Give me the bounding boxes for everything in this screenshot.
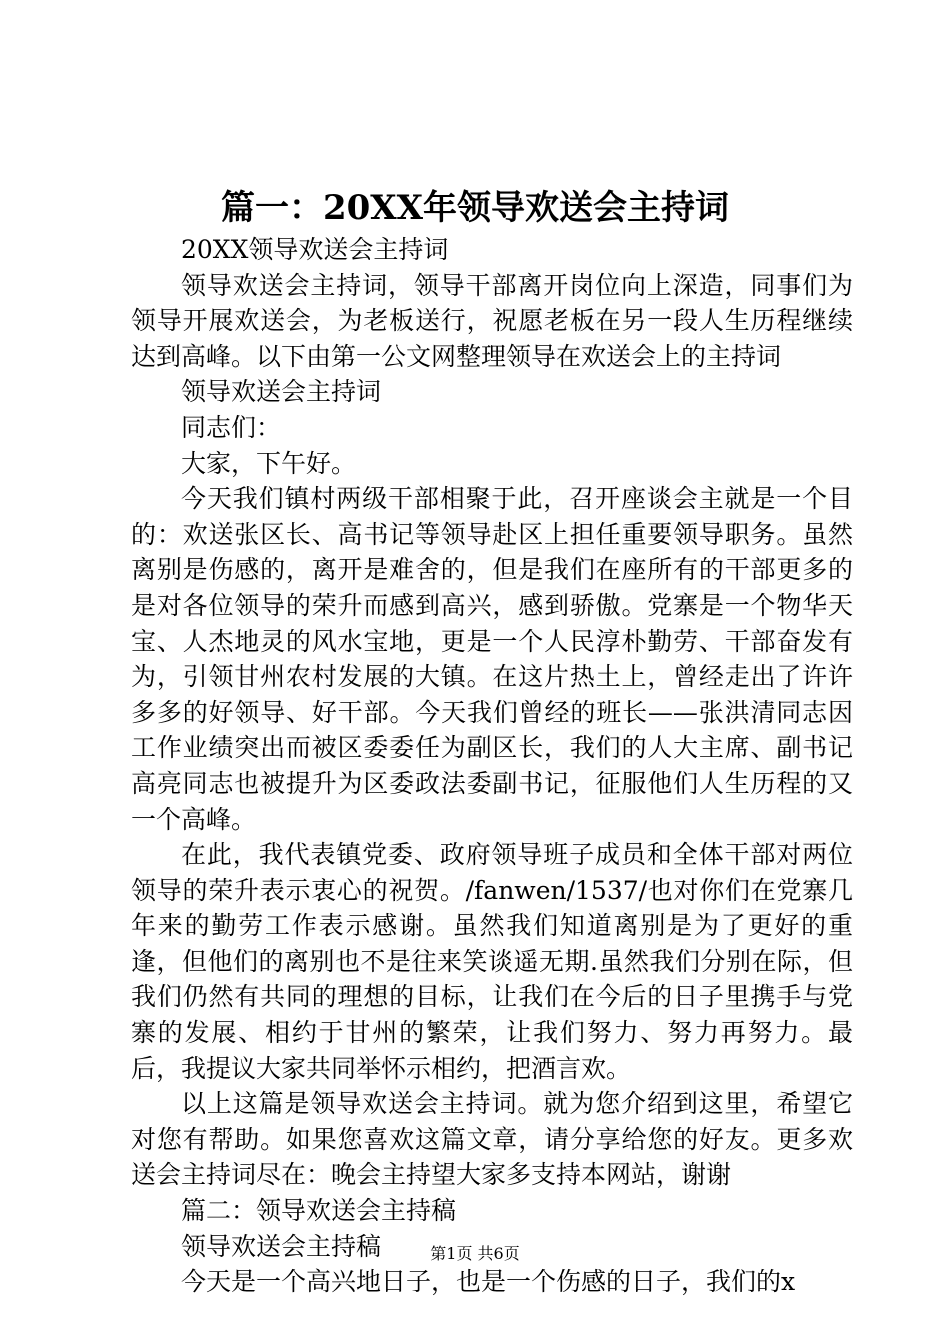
paragraph-greeting-afternoon: 大家，下午好。 — [181, 448, 357, 478]
paragraph-intro: 领导欢送会主持词，领导干部离开岗位向上深造，同事们为领导开展欢送会，为老板送行，祝愿老板在另一段人生历程继续达到高峰。以下由第一公文网整理领导在欢送会上的主持词 — [131, 270, 853, 371]
paragraph-main-2: 在此，我代表镇党委、政府领导班子成员和全体干部对两位领导的荣升表示衷心的祝贺。/fanwen/1537/也对你们在党寨几年来的勤劳工作表示感谢。虽然我们知道离别是为了更好的重逢，但他们的离别也不是往来笑谈遥无期.虽然我们分别在际，但我们仍然有共同的理想的目标，让我们在今后的日子里携手与党寨的发展、相约于甘州的繁荣，让我们努力、努力再努力。最后，我提议大家共同举怀示相约，把酒言欢。 — [131, 840, 853, 1083]
paragraph-section-two-title: 篇二：领导欢送会主持稿 — [181, 1196, 457, 1226]
page-footer: 第1页 共6页 — [430, 1244, 520, 1263]
paragraph-main-1: 今天我们镇村两级干部相聚于此，召开座谈会主就是一个目的：欢送张区长、高书记等领导赴区上担任重要领导职务。虽然离别是伤感的，离开是难舍的，但是我们在座所有的干部更多的是对各位领导的荣升而感到高兴，感到骄傲。党寨是一个物华天宝、人杰地灵的风水宝地，更是一个人民淳朴勤劳、干部奋发有为，引领甘州农村发展的大镇。在这片热土上，曾经走出了许许多多的好领导、好干部。今天我们曾经的班长——张洪清同志因工作业绩突出而被区委委任为副区长，我们的人大主席、副书记高亮同志也被提升为区委政法委副书记，征服他们人生历程的又一个高峰。 — [131, 484, 853, 834]
document-body — [131, 232, 853, 1300]
paragraph-greeting-comrades: 同志们： — [181, 412, 282, 442]
paragraph-subtitle: 20XX领导欢送会主持词 — [181, 235, 449, 264]
paragraph-heading: 领导欢送会主持词 — [181, 377, 382, 407]
paragraph-section-two-start: 今天是一个高兴地日子，也是一个伤感的日子，我们的x — [181, 1267, 796, 1297]
paragraph-closing: 以上这篇是领导欢送会主持词。就为您介绍到这里，希望它对您有帮助。如果您喜欢这篇文章，请分享给您的好友。更多欢送会主持词尽在：晚会主持望大家多支持本网站，谢谢 — [131, 1089, 853, 1190]
document-title: 篇一：20XX年领导欢送会主持词 — [220, 188, 730, 228]
paragraph-section-two-heading: 领导欢送会主持稿 — [181, 1231, 382, 1261]
